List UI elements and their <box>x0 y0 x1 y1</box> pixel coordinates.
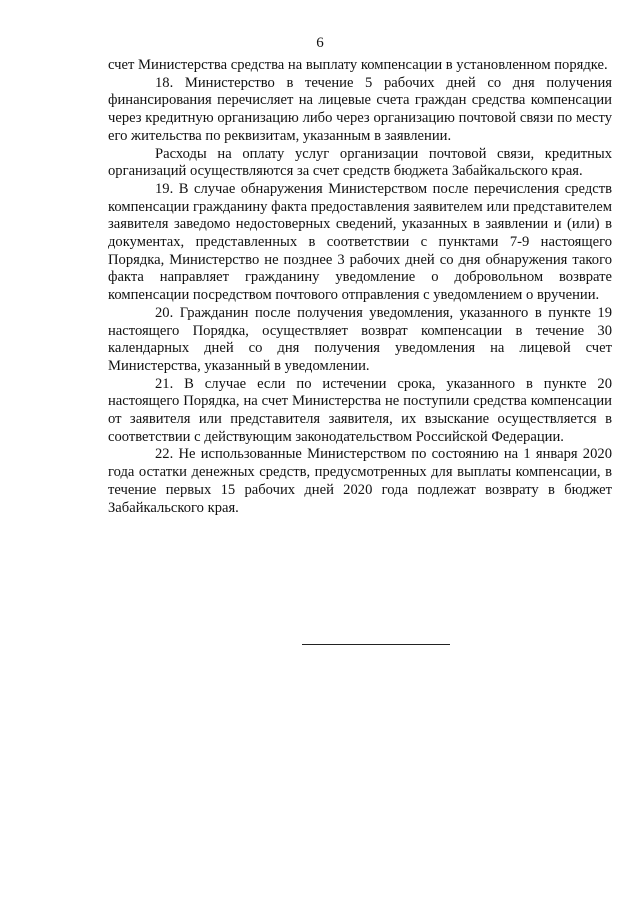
end-divider-line <box>302 644 450 645</box>
document-body <box>108 57 612 517</box>
paragraph-item-19: 19. В случае обнаружения Министерством после перечисления средств компенсации гражданину факта предоставления заявителем или представителем заявителя заведомо недостоверных сведений, указанных в заявлении и (или) в документах, представленных в соответствии с пунктами 7-9 настоящего Порядка, Министерство не позднее 3 рабочих дней со дня обнаружения такого факта направляет гражданину уведомление о добровольном возврате компенсации посредством почтового отправления с уведомлением о вручении. <box>108 180 612 304</box>
paragraph-postal-costs: Расходы на оплату услуг организации почтовой связи, кредитных организаций осуществляются за счет средств бюджета Забайкальского края. <box>108 145 612 180</box>
paragraph-item-18: 18. Министерство в течение 5 рабочих дней со дня получения финансирования перечисляет на лицевые счета граждан средства компенсации через кредитную организацию либо через организацию почтовой связи по месту его жительства по реквизитам, указанным в заявлении. <box>108 74 612 144</box>
paragraph-item-21: 21. В случае если по истечении срока, указанного в пункте 20 настоящего Порядка, на счет Министерства не поступили средства компенсации от заявителя или представителя заявителя, их взыскание осуществляется в соответствии с действующим законодательством Российской Федерации. <box>108 375 612 445</box>
paragraph-continuation: счет Министерства средства на выплату компенсации в установленном порядке. <box>108 57 608 73</box>
page-number: 6 <box>316 35 324 51</box>
paragraph-item-20: 20. Гражданин после получения уведомления, указанного в пункте 19 настоящего Порядка, осуществляет возврат компенсации в течение 30 календарных дней со дня получения уведомления на лицевой счет Министерства, указанный в уведомлении. <box>108 304 612 374</box>
paragraph-item-22: 22. Не использованные Министерством по состоянию на 1 января 2020 года остатки денежных средств, предусмотренных для выплаты компенсации, в течение первых 15 рабочих дней 2020 года подлежат возврату в бюджет Забайкальского края. <box>108 446 612 516</box>
